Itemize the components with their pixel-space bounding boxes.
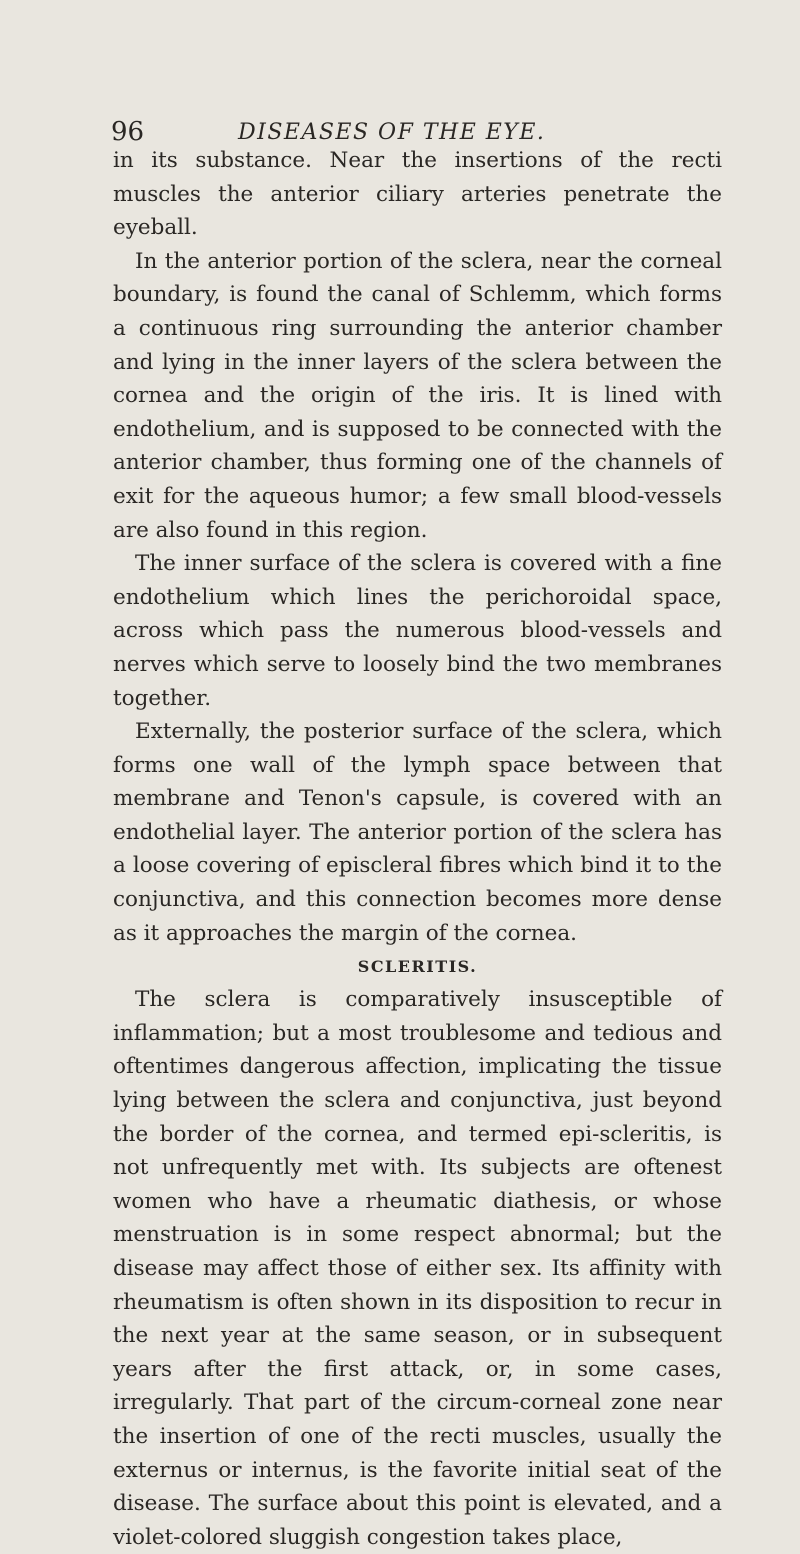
paragraph-scleritis: The sclera is comparatively insusceptible of inflammation; but a most troublesome and tedious and oftentimes dangerous affection, implicating the tissue lying between the sclera and conjunctiva, just beyond the border of the cornea, and termed epi-scleritis, is not unfrequently met with. Its subjects are oftenest women who have a rheumatic diathesis, or whose menstruation is in some respect abnormal; but the disease may affect those of either sex. Its affinity with rheumatism is often shown in its disposition to recur in the next year at the same season, or in subsequent years after the first attack, or, in some cases, irregularly. That part of the circum-corneal zone near the insertion of one of the recti muscles, usually the externus or internus, is the favorite initial seat of the disease. The surface about this point is elevated, and a violet-colored sluggish congestion takes place,: [113, 987, 722, 1550]
section-heading-scleritis: SCLERITIS.: [357, 957, 478, 977]
running-title: DISEASES OF THE EYE.: [238, 120, 546, 145]
paragraph-external-surface: Externally, the posterior surface of the sclera, which forms one wall of the lymph space between that membrane and Tenon's capsule, is covered with an endothelial layer. The anterior portion of the sclera has a loose covering of episcleral fibres which bind it to the conjunctiva, and this connection becomes more dense as it approaches the margin of the cornea.: [113, 719, 722, 946]
page-number: 96: [111, 117, 145, 147]
body-text: [113, 144, 722, 1554]
paragraph-canal-of-schlemm: In the anterior portion of the sclera, near the corneal boundary, is found the canal of Schlemm, which forms a continuous ring surrounding the anterior chamber and lying in the inner layers of the sclera between the cornea and the origin of the iris. It is lined with endothelium, and is supposed to be connected with the anterior chamber, thus forming one of the channels of exit for the aqueous humor; a few small blood-vessels are also found in this region.: [113, 248, 722, 543]
running-head: [111, 92, 722, 147]
paragraph-continuation: in its substance. Near the insertions of the recti muscles the anterior ciliary arteries penetrate the eyeball.: [113, 148, 722, 241]
paragraph-inner-surface: The inner surface of the sclera is covered with a fine endothelium which lines the perichoroidal space, across which pass the numerous blood-vessels and nerves which serve to loosely bind the two membranes together.: [113, 551, 722, 711]
